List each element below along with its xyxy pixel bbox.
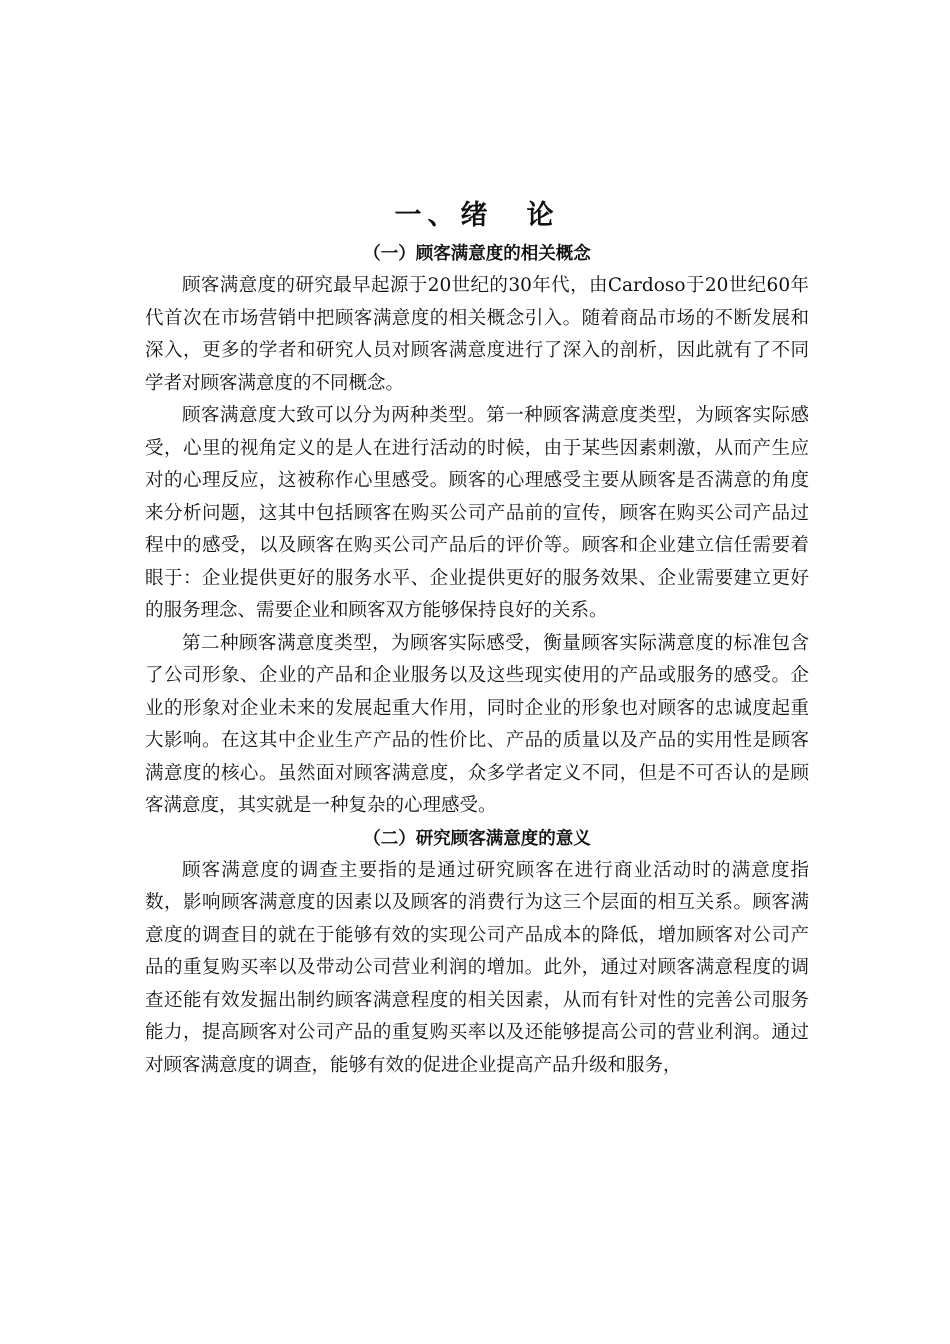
paragraph: 第二种顾客满意度类型，为顾客实际感受，衡量顾客实际满意度的标准包含了公司形象、企业的产品和企业服务以及这些现实使用的产品或服务的感受。企业的形象对企业未来的发展起重大作用，同时企业的形象也对顾客的忠诚度起重大影响。在这其中企业生产产品的性价比、产品的质量以及产品的实用性是顾客满意度的核心。虽然面对顾客满意度，众多学者定义不同，但是不可否认的是顾客满意度，其实就是一种复杂的心理感受。	[145, 632, 809, 816]
chapter-title: 一、绪 论	[394, 200, 560, 231]
paragraph: 顾客满意度的调查主要指的是通过研究顾客在进行商业活动时的满意度指数，影响顾客满意度的因素以及顾客的消费行为这三个层面的相互关系。顾客满意度的调查目的就在于能够有效的实现公司产品成本的降低，增加顾客对公司产品的重复购买率以及带动公司营业利润的增加。此外，通过对顾客满意程度的调查还能有效发掘出制约顾客满意程度的相关因素，从而有针对性的完善公司服务能力，提高顾客对公司产品的重复购买率以及还能够提高公司的营业利润。通过对顾客满意度的调查，能够有效的促进企业提高产品升级和服务，	[145, 859, 809, 1076]
section-heading-1: （一）顾客满意度的相关概念	[363, 244, 591, 264]
page-content	[145, 196, 809, 1082]
paragraph: 顾客满意度的研究最早起源于20世纪的30年代，由Cardoso于20世纪60年代首次在市场营销中把顾客满意度的相关概念引入。随着商品市场的不断发展和深入，更多的学者和研究人员对顾客满意度进行了深入的剖析，因此就有了不同学者对顾客满意度的不同概念。	[145, 275, 809, 394]
section-heading-2: （二）研究顾客满意度的意义	[363, 828, 591, 849]
paragraph: 顾客满意度大致可以分为两种类型。第一种顾客满意度类型，为顾客实际感受，心里的视角定义的是人在进行活动的时候，由于某些因素刺激，从而产生应对的心理反应，这被称作心里感受。顾客的心理感受主要从顾客是否满意的角度来分析问题，这其中包括顾客在购买公司产品前的宣传，顾客在购买公司产品过程中的感受，以及顾客在购买公司产品后的评价等。顾客和企业建立信任需要着眼于：企业提供更好的服务水平、企业提供更好的服务效果、企业需要建立更好的服务理念、需要企业和顾客双方能够保持良好的关系。	[145, 405, 809, 621]
